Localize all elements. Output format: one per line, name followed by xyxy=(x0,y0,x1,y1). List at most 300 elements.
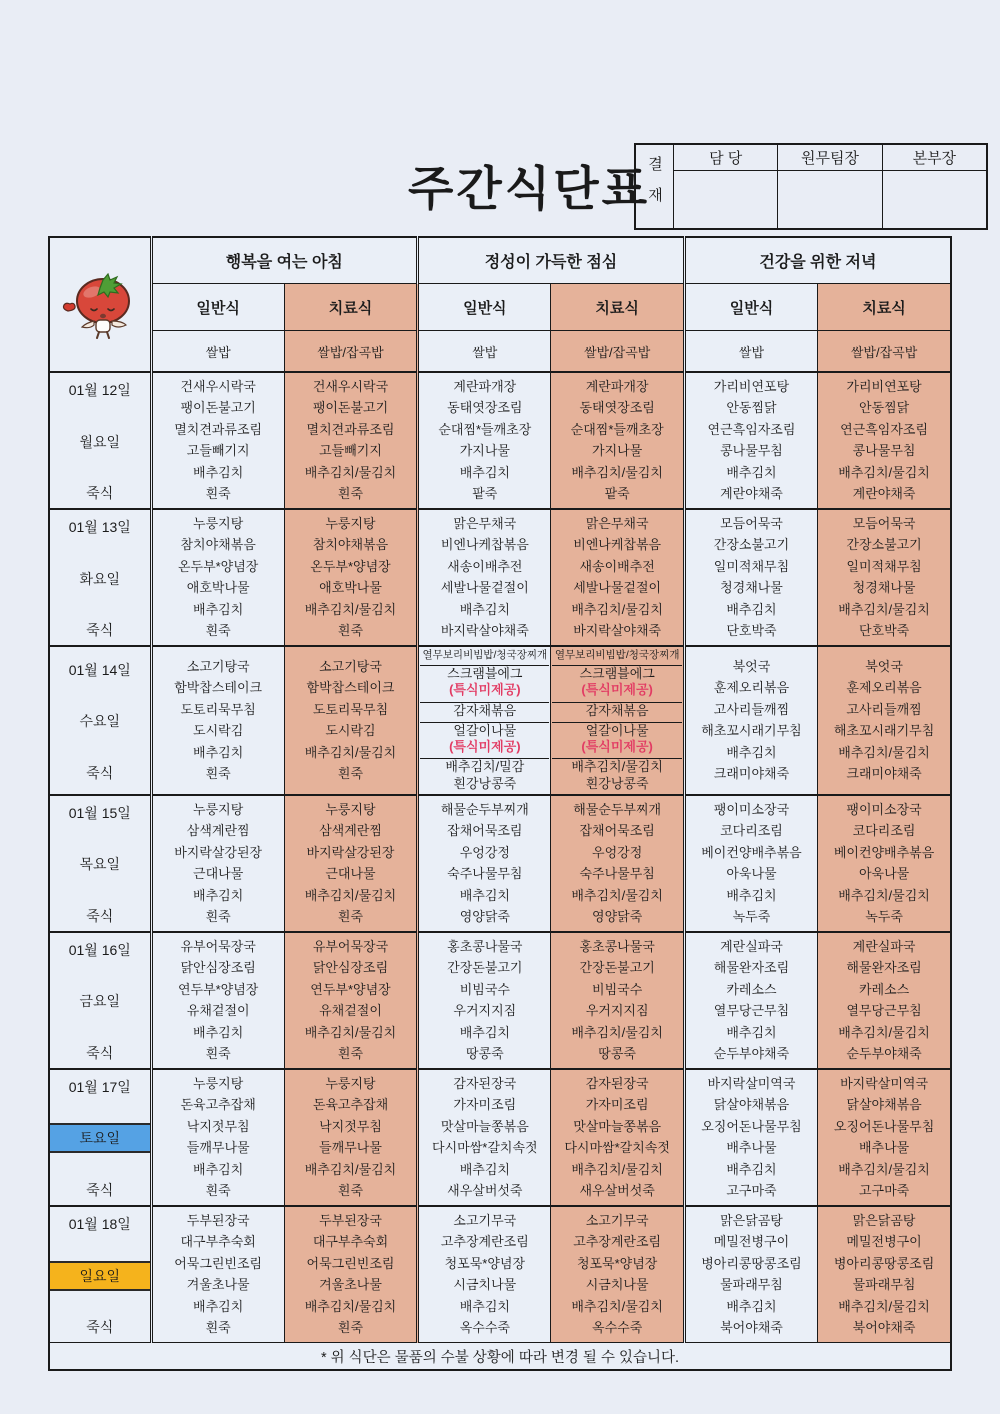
menu-item: 고사리들깨찜 xyxy=(846,701,922,717)
menu-cell-inner xyxy=(285,1208,416,1341)
menu-item: 배추김치/물김치 xyxy=(571,1161,663,1177)
day-label-inner xyxy=(50,374,150,507)
menu-item: 유채겉절이 xyxy=(319,1003,382,1018)
menu-item: 단호박죽 xyxy=(726,623,777,639)
menu-item: 코다리조림 xyxy=(720,823,783,838)
menu-item: 도토리묵무침 xyxy=(312,701,389,717)
menu-item: 맑은닭곰탕 xyxy=(720,1212,783,1228)
menu-item: 유부어묵장국 xyxy=(180,938,256,954)
day-date: 01월 16일 xyxy=(68,941,131,958)
menu-item: 흰죽 xyxy=(337,1320,364,1336)
day-date: 01월 18일 xyxy=(68,1216,131,1233)
menu-item: 낙지젓무침 xyxy=(186,1118,250,1134)
day-weekday: 금요일 xyxy=(79,993,121,1010)
menu-item: 청포묵*양념장 xyxy=(576,1255,658,1271)
day-row xyxy=(49,646,951,795)
menu-cell xyxy=(418,372,551,509)
meal-type-therapy: 치료식 xyxy=(818,284,951,331)
menu-cell xyxy=(284,1206,417,1343)
menu-item: 콩나물무침 xyxy=(720,443,783,459)
menu-item: 옥수수죽 xyxy=(459,1320,510,1336)
menu-cell xyxy=(418,795,551,932)
day-label-cell xyxy=(49,1069,151,1206)
menu-item: 가리비연포탕 xyxy=(713,378,790,394)
menu-item: 팽이미소장국 xyxy=(846,801,922,817)
day-weekday: 토요일 xyxy=(50,1123,150,1153)
day-label-inner xyxy=(50,1071,150,1204)
menu-item: 어묵그린빈조림 xyxy=(174,1255,263,1271)
menu-item: 간장소불고기 xyxy=(846,537,922,553)
menu-item: 바지락살강된장 xyxy=(174,844,263,860)
menu-item: 고추장계란조림 xyxy=(573,1234,662,1250)
menu-item: 물파래무침 xyxy=(852,1277,916,1293)
menu-item: 흰죽 xyxy=(337,623,364,639)
day-porridge-label: 죽식 xyxy=(86,1319,114,1336)
menu-cell xyxy=(551,372,684,509)
menu-item: 연근흑임자조림 xyxy=(707,421,796,437)
rice-type-row xyxy=(49,331,951,372)
day-row xyxy=(49,1069,951,1206)
menu-item: 물파래무침 xyxy=(720,1277,783,1293)
rice-general: 쌀밥 xyxy=(684,331,817,372)
menu-cell-inner xyxy=(285,797,416,930)
menu-item: 북어야채죽 xyxy=(852,1320,916,1336)
approval-stamp-label: 결재 xyxy=(636,145,674,228)
menu-cell xyxy=(818,509,951,646)
menu-item: 배추김치/물김치 xyxy=(571,601,663,617)
day-row xyxy=(49,932,951,1069)
menu-item: 고구마죽 xyxy=(726,1183,777,1198)
menu-item: 배추김치/물김치 xyxy=(838,887,930,903)
menu-cell-inner xyxy=(818,374,950,507)
approval-sign-cell xyxy=(883,171,986,228)
menu-cell xyxy=(284,646,417,795)
menu-item: 맑은무채국 xyxy=(585,515,649,531)
menu-item: 팽이미소장국 xyxy=(713,801,790,817)
weekly-menu-table xyxy=(48,236,952,1371)
menu-item: 오징어돈나물무침 xyxy=(701,1118,802,1134)
meal-type-general: 일반식 xyxy=(684,284,817,331)
rice-therapy: 쌀밥/잡곡밥 xyxy=(284,331,417,372)
menu-item: 돈육고추잡채 xyxy=(312,1097,389,1112)
menu-item: 연근흑임자조림 xyxy=(840,421,929,437)
day-label-cell xyxy=(49,646,151,795)
menu-cell xyxy=(551,509,684,646)
menu-cell-inner xyxy=(818,511,950,644)
menu-item: 아욱나물 xyxy=(858,866,910,881)
menu-item: 간장돈불고기 xyxy=(447,960,523,975)
meal-type-therapy: 치료식 xyxy=(551,284,684,331)
approval-header-row xyxy=(674,145,986,171)
menu-cell xyxy=(551,932,684,1069)
menu-cell-inner xyxy=(686,1208,817,1341)
menu-item: 흰죽 xyxy=(337,1183,364,1198)
menu-item: 배추김치 xyxy=(193,744,244,760)
menu-item: 배추김치/물김치 xyxy=(571,1024,663,1040)
menu-item: 맛살마늘쫑볶음 xyxy=(573,1118,662,1134)
menu-cell xyxy=(818,1206,951,1343)
menu-item: 열무당근무침 xyxy=(713,1003,790,1018)
menu-item: 배추김치/물김치 xyxy=(838,601,930,617)
menu-cell xyxy=(151,372,284,509)
menu-cell xyxy=(684,509,817,646)
menu-item: 삼색계란찜 xyxy=(319,823,382,838)
menu-item: 배추김치 xyxy=(459,887,510,903)
menu-item: 배추김치 xyxy=(726,744,777,760)
menu-item: 흰죽 xyxy=(337,1046,364,1061)
menu-cell-inner xyxy=(686,374,817,507)
menu-item: 누룽지탕 xyxy=(193,801,244,817)
day-weekday: 일요일 xyxy=(50,1261,150,1291)
menu-item: 코다리조림 xyxy=(852,823,916,838)
menu-item: 바지락살미역국 xyxy=(840,1075,929,1091)
menu-cell-inner xyxy=(285,511,416,644)
menu-item: 도토리묵무침 xyxy=(180,701,256,717)
corner-cell xyxy=(49,237,151,372)
menu-cell-inner xyxy=(285,1071,416,1204)
menu-cell-inner xyxy=(686,1071,817,1204)
menu-cell-inner xyxy=(153,511,284,644)
menu-item: 감자된장국 xyxy=(585,1075,649,1091)
menu-item: 메밀전병구이 xyxy=(846,1234,922,1250)
menu-item: 어묵그린빈조림 xyxy=(306,1255,395,1271)
menu-item: 배추김치 xyxy=(726,1161,777,1177)
menu-item: 동태엿장조림 xyxy=(447,400,523,416)
menu-cell-inner xyxy=(551,934,682,1067)
menu-cell-inner xyxy=(551,511,682,644)
menu-item: 숙주나물무침 xyxy=(579,866,655,881)
approval-sign-cell xyxy=(778,171,882,228)
menu-item: 계란파개장 xyxy=(453,378,517,394)
section-title-lunch: 정성이 가득한 점심 xyxy=(418,237,685,284)
day-label-inner xyxy=(50,654,150,787)
menu-cell-inner xyxy=(419,647,550,794)
menu-item: 닭살야채볶음 xyxy=(846,1097,922,1112)
rice-therapy: 쌀밥/잡곡밥 xyxy=(551,331,684,372)
menu-item: 카레소스 xyxy=(858,981,910,997)
menu-table-body xyxy=(49,372,951,1343)
day-label-inner xyxy=(50,1208,150,1341)
menu-item: 배추김치 xyxy=(726,1024,777,1040)
menu-item: 배추김치 xyxy=(459,1024,510,1040)
menu-item: 함박찹스테이크 xyxy=(306,680,395,696)
meal-type-general: 일반식 xyxy=(151,284,284,331)
menu-cell-inner xyxy=(419,797,550,930)
menu-cell-inner xyxy=(153,654,284,787)
menu-cell xyxy=(684,646,817,795)
menu-item: 흰죽 xyxy=(205,486,231,502)
menu-item: 세발나물겉절이 xyxy=(440,580,529,596)
menu-item: 배추김치/물김치 xyxy=(304,1161,397,1177)
day-porridge-label: 죽식 xyxy=(86,1181,114,1198)
menu-item: 새우살버섯죽 xyxy=(447,1183,523,1198)
menu-item: 바지락살야채죽 xyxy=(573,623,662,639)
menu-item: 건새우시락국 xyxy=(180,378,256,394)
menu-item: 콩나물무침 xyxy=(852,443,916,459)
menu-item: 삼색계란찜 xyxy=(186,823,250,838)
menu-cell-inner xyxy=(153,934,284,1067)
menu-item: 고구마죽 xyxy=(858,1183,910,1198)
menu-cell xyxy=(818,646,951,795)
menu-item: 배추김치/물김치 xyxy=(838,744,930,760)
menu-cell-inner xyxy=(818,654,950,787)
menu-item: 시금치나물 xyxy=(453,1277,517,1293)
menu-item: 배추김치 xyxy=(459,601,510,617)
menu-cell xyxy=(151,646,284,795)
menu-item: 계란실파국 xyxy=(852,938,916,954)
menu-cell xyxy=(684,795,817,932)
day-label-inner xyxy=(50,511,150,644)
menu-item: 배추김치 xyxy=(193,1024,244,1040)
menu-item: 새송이배추전 xyxy=(447,558,523,574)
menu-item: 소고기무국 xyxy=(453,1212,517,1228)
menu-item: 연두부*양념장 xyxy=(177,981,259,997)
menu-item: 배추김치/물김치 xyxy=(838,1024,930,1040)
menu-item: 다시마쌈*갈치속젓 xyxy=(432,1140,538,1155)
menu-item: 흰죽 xyxy=(337,909,364,924)
menu-item: 비엔나케찹볶음 xyxy=(573,537,662,553)
meal-type-therapy: 치료식 xyxy=(284,284,417,331)
menu-cell-inner xyxy=(419,1071,550,1204)
menu-item: 팽이돈불고기 xyxy=(180,400,256,416)
menu-cell xyxy=(418,646,551,795)
menu-item: 흰죽 xyxy=(205,623,231,639)
menu-item: 열무당근무침 xyxy=(846,1003,922,1018)
approval-box xyxy=(634,143,988,230)
menu-item: 멸치견과류조림 xyxy=(174,421,263,437)
menu-item: 유채겉절이 xyxy=(186,1003,250,1018)
menu-item: 배추김치 xyxy=(726,464,777,480)
menu-item: 비엔나케찹볶음 xyxy=(440,537,529,553)
menu-item: 흰죽 xyxy=(205,1183,231,1198)
menu-item: 두부된장국 xyxy=(319,1212,382,1228)
menu-cell xyxy=(818,1069,951,1206)
menu-item: 멸치견과류조림 xyxy=(306,421,395,437)
menu-item: 고들빼기지 xyxy=(319,443,382,459)
menu-cell-inner xyxy=(551,1208,682,1341)
menu-item: 순두부야채죽 xyxy=(846,1046,922,1061)
menu-item: 스크램블에그 xyxy=(447,666,523,682)
menu-item: 배추김치 xyxy=(193,601,244,617)
menu-item: 순대찜*들깨초장 xyxy=(570,421,664,437)
menu-item: 대구부추숙회 xyxy=(312,1234,389,1250)
menu-item: 훈제오리볶음 xyxy=(713,680,790,696)
menu-cell xyxy=(684,372,817,509)
menu-item: 시금치나물 xyxy=(585,1277,649,1293)
menu-cell xyxy=(551,1069,684,1206)
menu-item: 배추김치/물김치 xyxy=(838,1161,930,1177)
day-label-cell xyxy=(49,932,151,1069)
menu-item: 팽이돈불고기 xyxy=(312,400,389,416)
menu-cell-inner xyxy=(686,511,817,644)
menu-item: 새송이배추전 xyxy=(579,558,655,574)
day-label-cell xyxy=(49,795,151,932)
menu-item: 우거지지짐 xyxy=(585,1003,649,1018)
menu-item: 배추김치 xyxy=(193,464,244,480)
page-title: 주간식단표 xyxy=(408,162,651,215)
menu-cell-inner xyxy=(419,934,550,1067)
menu-item: 누룽지탕 xyxy=(193,1075,244,1091)
menu-item: 흰죽 xyxy=(205,1320,231,1336)
rice-therapy: 쌀밥/잡곡밥 xyxy=(818,331,951,372)
day-weekday: 월요일 xyxy=(79,433,121,450)
menu-item: 누룽지탕 xyxy=(325,1075,376,1091)
menu-item: 크래미야채죽 xyxy=(713,766,790,782)
menu-item: 애호박나물 xyxy=(186,580,250,596)
menu-cell-inner xyxy=(686,654,817,787)
menu-item: 배추나물 xyxy=(726,1140,777,1155)
menu-item: 대구부추숙회 xyxy=(180,1234,256,1250)
menu-item: 배추김치/물김치 xyxy=(304,1298,397,1314)
menu-item: 건새우시락국 xyxy=(312,378,389,394)
menu-item: 배추김치/물김치 xyxy=(304,1024,397,1040)
menu-item: 누룽지탕 xyxy=(325,801,376,817)
menu-item: 배추김치/물김치 xyxy=(571,887,663,903)
menu-item: 도시락김 xyxy=(325,723,376,739)
menu-item: 근대나물 xyxy=(193,866,244,881)
menu-item: 우거지지짐 xyxy=(453,1003,517,1018)
menu-cell xyxy=(551,646,684,795)
menu-item: 계란야채죽 xyxy=(852,486,916,502)
menu-item: 북엇국 xyxy=(865,658,903,674)
menu-item: 고사리들깨찜 xyxy=(713,701,790,717)
menu-item: 해물완자조림 xyxy=(713,960,790,975)
menu-item: 일미적채무침 xyxy=(713,558,790,574)
menu-item: 온두부*양념장 xyxy=(310,558,391,574)
menu-item: 병아리콩땅콩조림 xyxy=(833,1255,935,1271)
day-weekday: 수요일 xyxy=(79,713,121,730)
menu-cell xyxy=(151,795,284,932)
menu-cell xyxy=(684,1206,817,1343)
menu-item: 청포묵*양념장 xyxy=(444,1255,526,1271)
menu-cell xyxy=(418,1069,551,1206)
menu-item: 낙지젓무침 xyxy=(319,1118,382,1134)
menu-item: 맑은닭곰탕 xyxy=(852,1212,916,1228)
menu-item: 맛살마늘쫑볶음 xyxy=(440,1118,529,1134)
menu-item: 소고기탕국 xyxy=(319,658,382,674)
menu-item: 배추김치 xyxy=(726,601,777,617)
menu-cell xyxy=(818,932,951,1069)
menu-item: 녹두죽 xyxy=(732,909,771,924)
menu-cell-inner xyxy=(551,374,682,507)
menu-item: 배추김치/물김치 xyxy=(304,887,397,903)
menu-item: 흰강낭콩죽 xyxy=(453,775,517,791)
menu-item: 동태엿장조림 xyxy=(579,400,655,416)
menu-item: 배추김치 xyxy=(193,887,244,903)
menu-item: 참치야채볶음 xyxy=(312,537,389,553)
section-title-dinner: 건강을 위한 저녁 xyxy=(684,237,951,284)
day-label-inner xyxy=(50,934,150,1067)
rice-general: 쌀밥 xyxy=(151,331,284,372)
menu-item: 배추김치/물김치 xyxy=(304,601,397,617)
rice-general: 쌀밥 xyxy=(418,331,551,372)
menu-item: 열무보리비빔밥/청국장찌개 xyxy=(552,649,681,666)
menu-cell xyxy=(284,932,417,1069)
menu-cell xyxy=(418,509,551,646)
day-label-cell xyxy=(49,509,151,646)
menu-item: 들깨무나물 xyxy=(319,1140,382,1155)
menu-cell xyxy=(684,932,817,1069)
menu-item: 배추김치/물김치 xyxy=(304,744,397,760)
menu-item: 배추김치/물김치 xyxy=(571,464,663,480)
menu-item: 다시마쌈*갈치속젓 xyxy=(564,1140,670,1155)
menu-cell-inner xyxy=(285,654,416,787)
menu-item: 단호박죽 xyxy=(858,623,910,639)
menu-cell xyxy=(551,1206,684,1343)
menu-cell xyxy=(551,795,684,932)
day-date: 01월 14일 xyxy=(68,661,131,678)
menu-item: 아욱나물 xyxy=(726,866,777,881)
menu-cell-inner xyxy=(686,797,817,930)
menu-item: 스크램블에그 xyxy=(579,666,655,682)
menu-item: 병아리콩땅콩조림 xyxy=(701,1255,802,1271)
menu-item: 열무보리비빔밥/청국장찌개 xyxy=(420,649,549,666)
menu-item: 영양닭죽 xyxy=(592,909,643,924)
day-weekday: 화요일 xyxy=(79,570,121,587)
menu-item: 옥수수죽 xyxy=(592,1320,643,1336)
menu-cell-inner xyxy=(285,374,416,507)
menu-item: 배추김치/물김치 xyxy=(571,759,663,775)
menu-item: 안동찜닭 xyxy=(858,400,910,416)
menu-cell-inner xyxy=(285,934,416,1067)
approval-col-damdang: 담 당 xyxy=(674,145,778,170)
menu-item: 배추김치 xyxy=(193,1161,244,1177)
menu-item: 해물순두부찌개 xyxy=(573,801,662,817)
menu-item: 우엉강정 xyxy=(592,844,643,860)
menu-item: 배추김치 xyxy=(459,464,510,480)
menu-item: 참치야채볶음 xyxy=(180,537,256,553)
day-date: 01월 12일 xyxy=(68,382,131,398)
menu-item: 배추김치/물김치 xyxy=(838,464,930,480)
menu-item: 모듬어묵국 xyxy=(852,515,916,531)
menu-item: 북엇국 xyxy=(732,658,771,674)
menu-cell-inner xyxy=(686,934,817,1067)
menu-item: 카레소스 xyxy=(726,981,777,997)
menu-item: (특식미제공) xyxy=(420,739,549,759)
menu-cell-inner xyxy=(818,797,950,930)
meal-type-general: 일반식 xyxy=(418,284,551,331)
menu-item: 얼갈이나물 xyxy=(585,722,649,738)
menu-cell xyxy=(151,932,284,1069)
menu-item: 배추김치/물김치 xyxy=(838,1298,930,1314)
menu-item: 흰죽 xyxy=(337,486,364,502)
menu-item: 돈육고추잡채 xyxy=(180,1097,256,1112)
menu-cell xyxy=(418,932,551,1069)
menu-item: 청경채나물 xyxy=(720,580,783,596)
menu-item: 얼갈이나물 xyxy=(453,722,517,738)
menu-cell xyxy=(284,509,417,646)
menu-cell-inner xyxy=(153,1208,284,1341)
menu-cell-inner xyxy=(818,934,950,1067)
menu-item: 두부된장국 xyxy=(186,1212,250,1228)
menu-item: 소고기무국 xyxy=(585,1212,649,1228)
menu-item: 홍초콩나물국 xyxy=(447,938,523,954)
menu-cell-inner xyxy=(818,1071,950,1204)
menu-item: 계란야채죽 xyxy=(720,486,783,502)
menu-cell-inner xyxy=(153,797,284,930)
menu-item: 간장소불고기 xyxy=(713,537,790,553)
menu-item: 메밀전병구이 xyxy=(713,1234,790,1250)
menu-item: 누룽지탕 xyxy=(325,515,376,531)
menu-item: 가리비연포탕 xyxy=(846,378,922,394)
day-porridge-label: 죽식 xyxy=(86,1044,114,1061)
menu-item: 간장돈불고기 xyxy=(579,960,655,975)
menu-cell xyxy=(818,795,951,932)
menu-item: 훈제오리볶음 xyxy=(846,680,922,696)
menu-item: 감자채볶음 xyxy=(420,703,549,723)
menu-item: 순두부야채죽 xyxy=(713,1046,790,1061)
day-porridge-label: 죽식 xyxy=(86,485,114,501)
